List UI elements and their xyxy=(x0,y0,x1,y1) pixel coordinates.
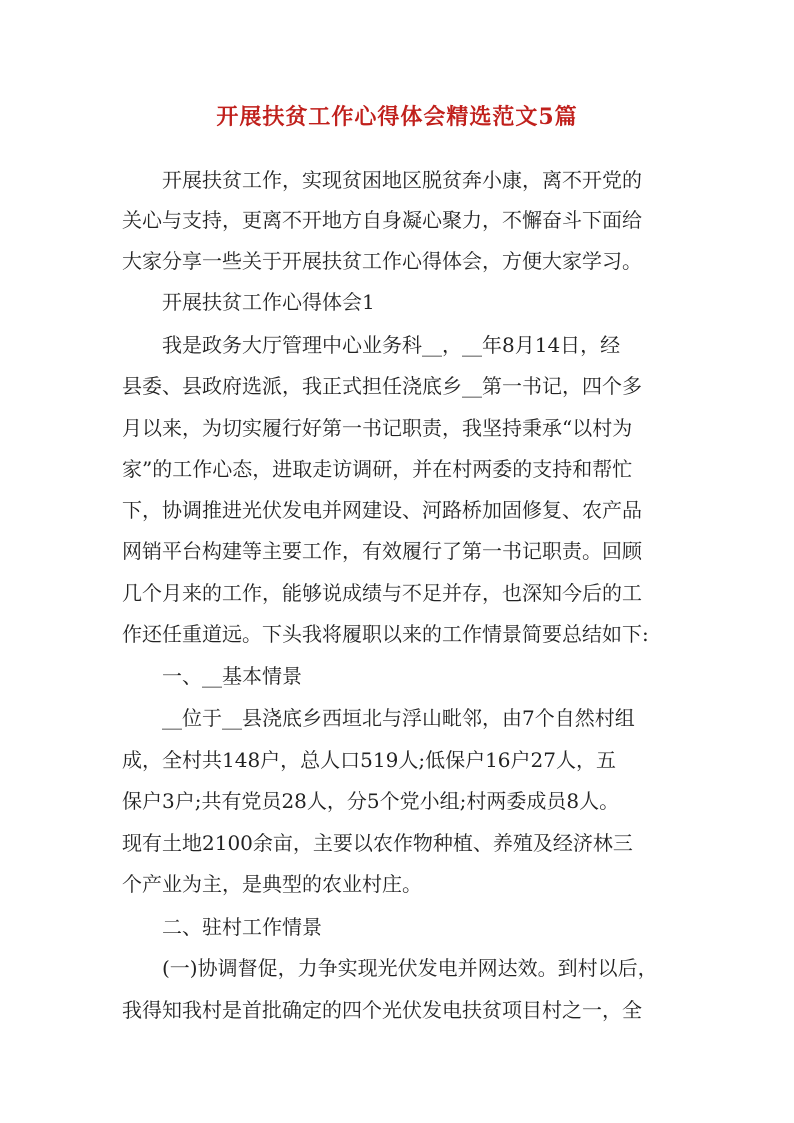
paragraph-line: (一)协调督促，力争实现光伏发电并网达效。到村以后， xyxy=(162,956,658,980)
section-heading: 二、驻村工作情景 xyxy=(162,915,322,939)
paragraph-line: 月以来，为切实履行好第一书记职责，我坚持秉承“以村为 xyxy=(122,416,633,440)
paragraph-line: 成，全村共148户，总人口519人;低保户16户27人，五 xyxy=(122,748,616,772)
paragraph-line: 我得知我村是首批确定的四个光伏发电扶贫项目村之一，全 xyxy=(122,998,642,1022)
paragraph-line: 几个月来的工作，能够说成绩与不足并存，也深知今后的工 xyxy=(122,581,642,605)
paragraph-line: 开展扶贫工作，实现贫困地区脱贫奔小康，离不开党的 xyxy=(162,168,642,192)
paragraph-line: 县委、县政府选派，我正式担任浇底乡__第一书记，四个多 xyxy=(122,374,642,398)
paragraph-line: 保户3户;共有党员28人，分5个党小组;村两委成员8人。 xyxy=(122,789,620,813)
paragraph-line: 个产业为主，是典型的农业村庄。 xyxy=(122,872,422,896)
paragraph-line: 现有土地2100余亩，主要以农作物种植、养殖及经济林三 xyxy=(122,831,633,855)
paragraph-line: __位于__县浇底乡西垣北与浮山毗邻，由7个自然村组 xyxy=(162,706,635,730)
paragraph-line: 我是政务大厅管理中心业务科__，__年8月14日，经 xyxy=(162,333,621,357)
paragraph-line: 下，协调推进光伏发电并网建设、河路桥加固修复、农产品 xyxy=(122,498,642,522)
paragraph-line: 网销平台构建等主要工作，有效履行了第一书记职责。回顾 xyxy=(122,539,642,563)
document-title: 开展扶贫工作心得体会精选范文5篇 xyxy=(216,104,578,130)
paragraph-line: 大家分享一些关于开展扶贫工作心得体会，方便大家学习。 xyxy=(122,249,642,273)
paragraph-line: 作还任重道远。下头我将履职以来的工作情景简要总结如下: xyxy=(122,622,649,646)
section-heading: 一、__基本情景 xyxy=(162,664,302,688)
section-heading: 开展扶贫工作心得体会1 xyxy=(162,290,375,314)
paragraph-line: 家”的工作心态，进取走访调研，并在村两委的支持和帮忙 xyxy=(122,457,633,481)
paragraph-line: 关心与支持，更离不开地方自身凝心聚力，不懈奋斗下面给 xyxy=(122,208,642,232)
